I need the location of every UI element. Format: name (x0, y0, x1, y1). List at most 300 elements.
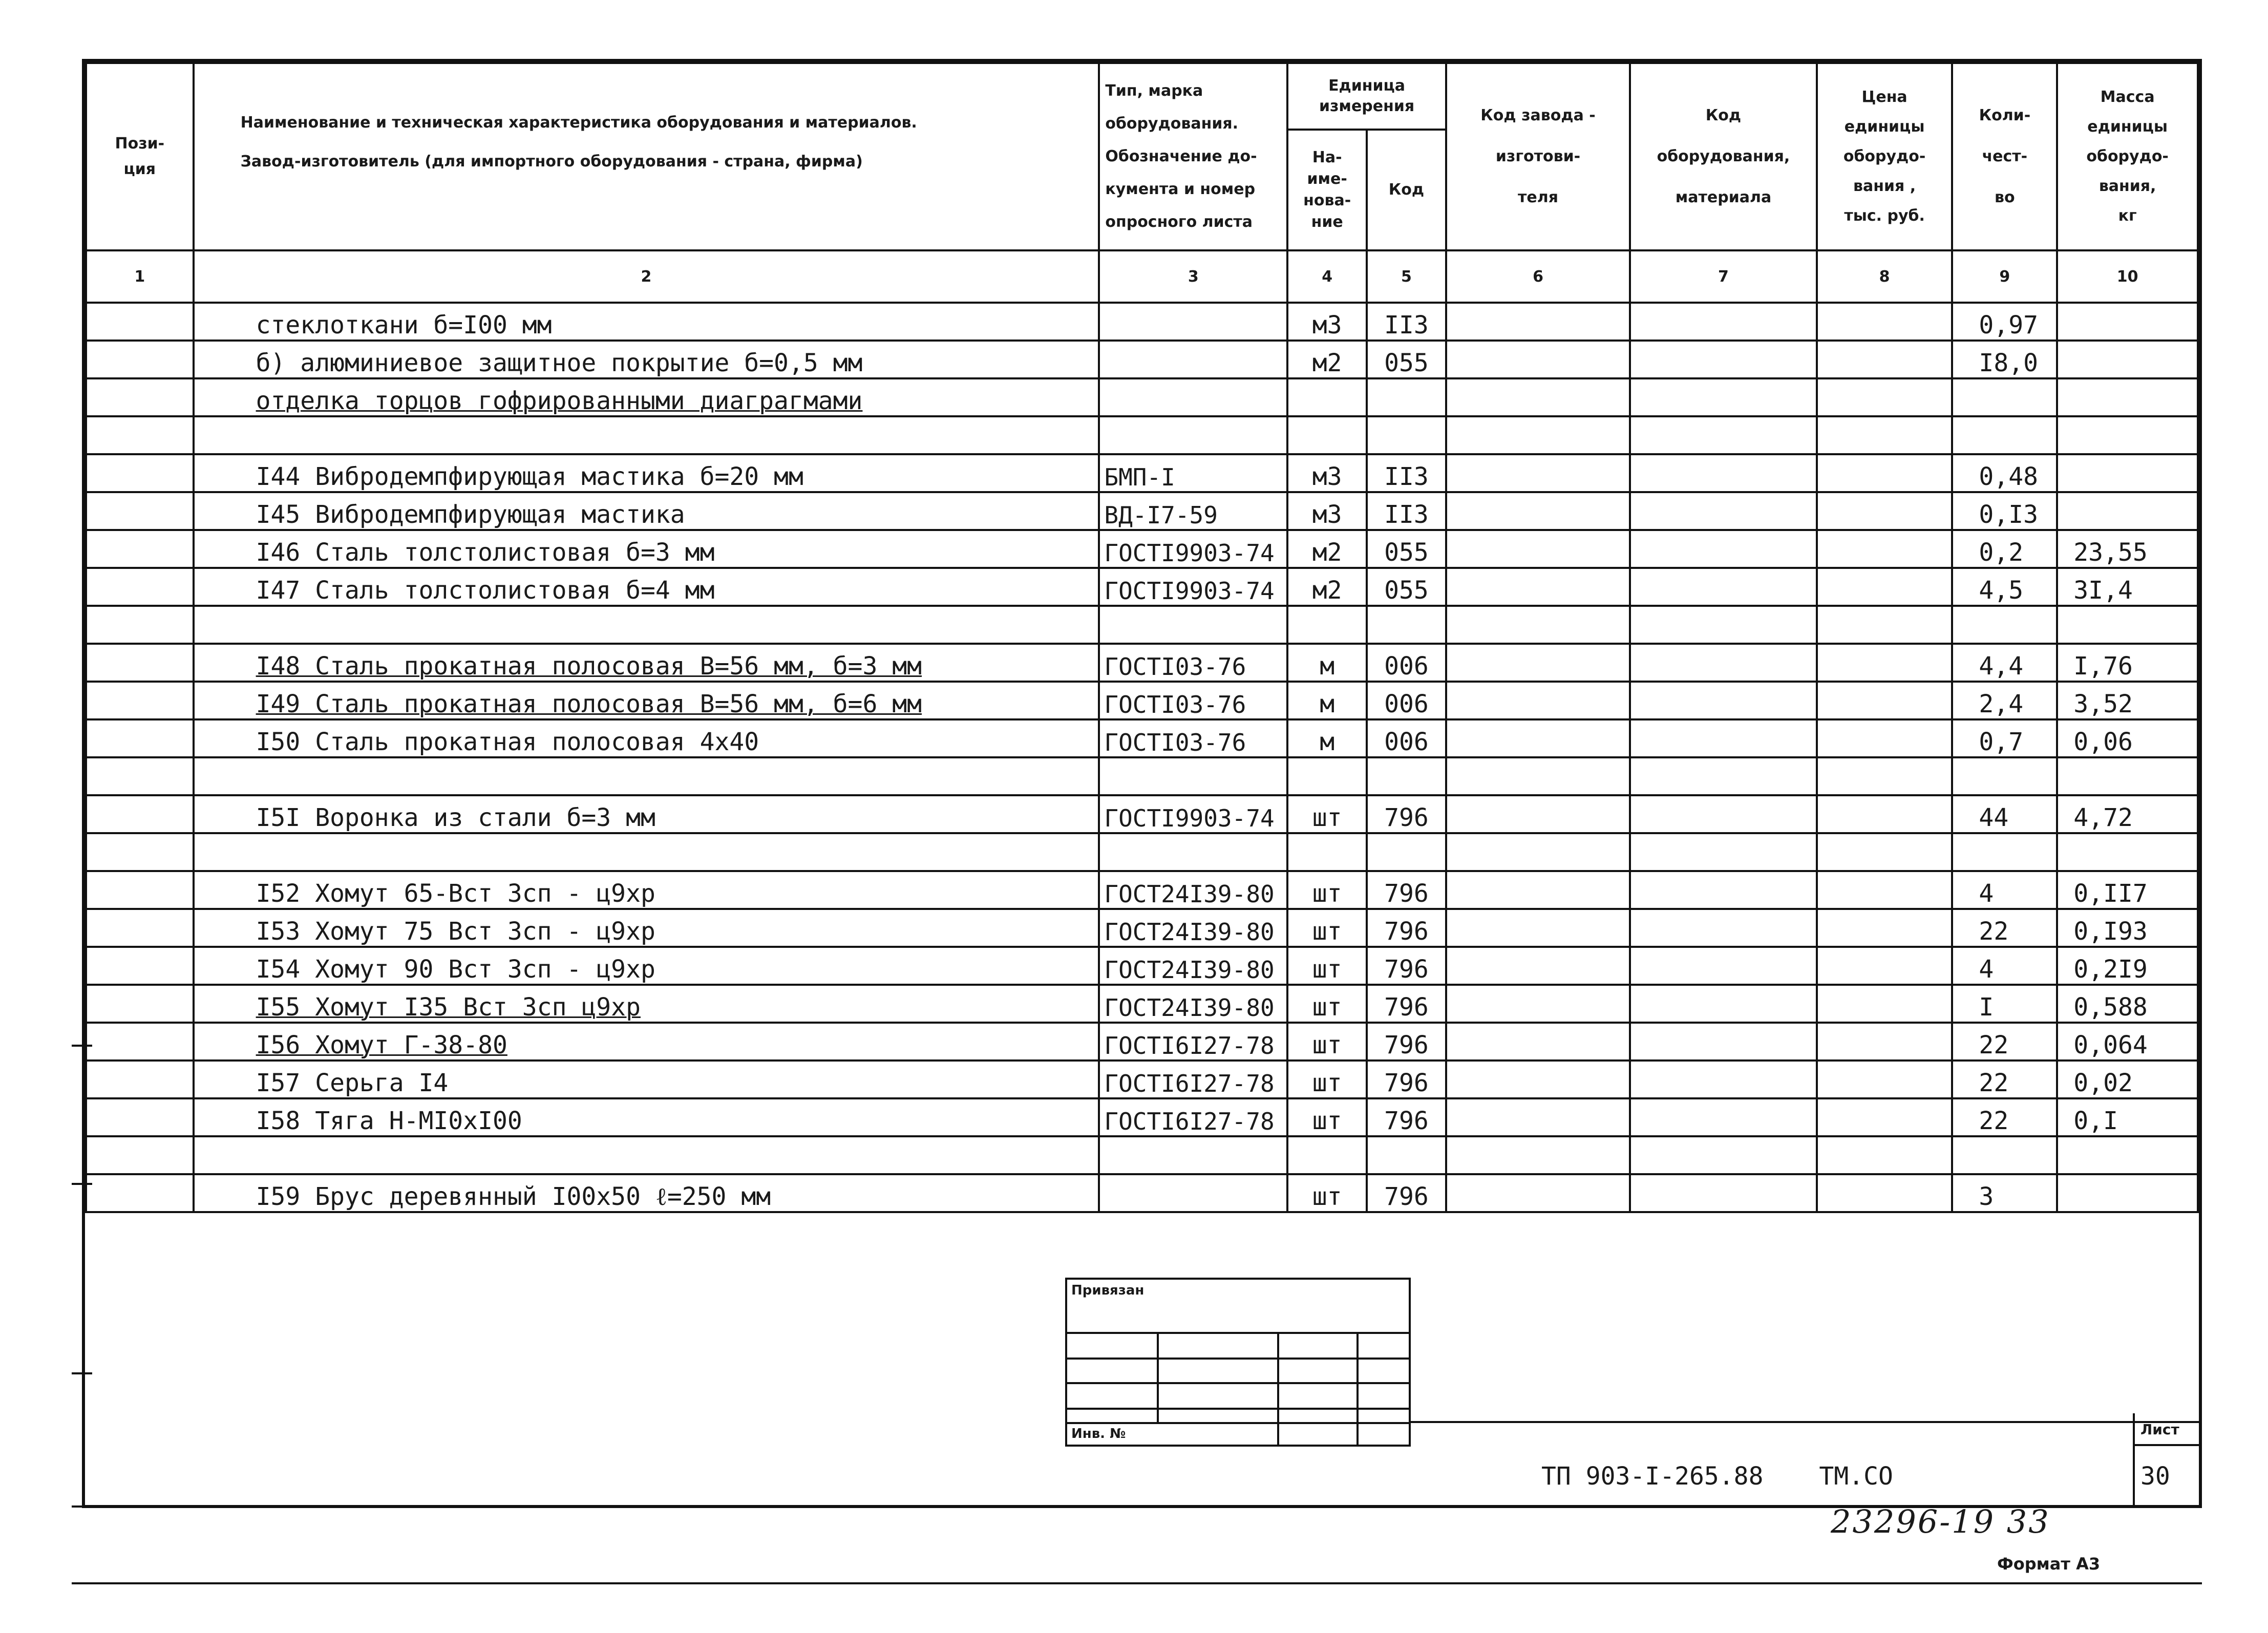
column-number-9: 9 (1952, 250, 2057, 303)
unit-code-cell: 796 (1367, 909, 1446, 947)
table-row (86, 303, 2198, 341)
unit-code-cell: 006 (1367, 719, 1446, 757)
type-cell: ГОСТI9903-74 (1099, 795, 1287, 833)
unit-code-cell (1367, 757, 1446, 795)
name-cell: I49 Сталь прокатная полосовая В=56 мм, б=6 мм (194, 682, 1099, 719)
position-cell (86, 454, 194, 492)
quantity-cell: 0,7 (1952, 719, 2057, 757)
unit-name-cell: м3 (1287, 454, 1367, 492)
position-cell (86, 1174, 194, 1212)
table-row (86, 644, 2198, 682)
unit-name-cell: м (1287, 682, 1367, 719)
type-cell: ГОСТ24I39-80 (1099, 871, 1287, 909)
position-cell (86, 1061, 194, 1098)
type-cell: ГОСТ24I39-80 (1099, 909, 1287, 947)
header-factory-code: Код завода - изготови- теля (1446, 63, 1630, 250)
factory-code-cell (1446, 871, 1630, 909)
table-row (86, 416, 2198, 454)
factory-code-cell (1446, 1098, 1630, 1136)
type-cell: ГОСТI9903-74 (1099, 568, 1287, 606)
factory-code-cell (1446, 568, 1630, 606)
position-cell (86, 682, 194, 719)
name-cell: I52 Хомут 65-Вст 3сп - ц9хр (194, 871, 1099, 909)
factory-code-cell (1446, 909, 1630, 947)
type-cell: ГОСТI03-76 (1099, 719, 1287, 757)
price-cell (1817, 454, 1953, 492)
factory-code-cell (1446, 757, 1630, 795)
mass-cell (2057, 341, 2198, 378)
name-cell: I56 Хомут Г-38-80 (194, 1023, 1099, 1061)
position-cell (86, 1136, 194, 1174)
unit-name-cell: шт (1287, 871, 1367, 909)
name-cell: I57 Серьга I4 (194, 1061, 1099, 1098)
unit-name-cell: м3 (1287, 492, 1367, 530)
table-row (86, 947, 2198, 985)
table-row (86, 909, 2198, 947)
mass-cell (2057, 492, 2198, 530)
mass-cell (2057, 303, 2198, 341)
mass-cell: 0,588 (2057, 985, 2198, 1023)
header-price: Цена единицы оборудо- вания , тыс. руб. (1817, 63, 1953, 250)
unit-name-cell: м2 (1287, 530, 1367, 568)
sheet-label: Лист (2140, 1421, 2179, 1438)
price-cell (1817, 606, 1953, 644)
column-number-6: 6 (1446, 250, 1630, 303)
quantity-cell (1952, 378, 2057, 416)
header-position: Пози- ция (86, 63, 194, 250)
name-cell (194, 833, 1099, 871)
unit-name-cell: шт (1287, 1061, 1367, 1098)
price-cell (1817, 416, 1953, 454)
type-cell: ГОСТI6I27-78 (1099, 1023, 1287, 1061)
position-cell (86, 719, 194, 757)
price-cell (1817, 1061, 1953, 1098)
unit-name-cell (1287, 378, 1367, 416)
unit-name-cell: шт (1287, 1023, 1367, 1061)
factory-code-cell (1446, 492, 1630, 530)
column-number-3: 3 (1099, 250, 1287, 303)
quantity-cell: 22 (1952, 1023, 2057, 1061)
price-cell (1817, 719, 1953, 757)
price-cell (1817, 871, 1953, 909)
header-name-line1: Наименование и техническая характеристика оборудования и материалов. (240, 114, 917, 132)
header-unit-name: На- име- нова- ние (1287, 130, 1367, 250)
position-cell (86, 530, 194, 568)
factory-code-cell (1446, 1023, 1630, 1061)
stamp-bound-label: Привязан (1071, 1283, 1144, 1298)
factory-code-cell (1446, 341, 1630, 378)
header-mass: Масса единицы оборудо- вания, кг (2057, 63, 2198, 250)
name-cell: I54 Хомут 90 Вст 3сп - ц9хр (194, 947, 1099, 985)
binding-stamp (1065, 1278, 1411, 1447)
mass-cell: 0,2I9 (2057, 947, 2198, 985)
table-row (86, 530, 2198, 568)
equipment-code-cell (1630, 454, 1817, 492)
type-cell (1099, 1136, 1287, 1174)
unit-code-cell: II3 (1367, 454, 1446, 492)
price-cell (1817, 644, 1953, 682)
mass-cell: 4,72 (2057, 795, 2198, 833)
quantity-cell: 4 (1952, 871, 2057, 909)
unit-name-cell: шт (1287, 1174, 1367, 1212)
equipment-code-cell (1630, 719, 1817, 757)
unit-code-cell: 006 (1367, 682, 1446, 719)
mass-cell (2057, 416, 2198, 454)
price-cell (1817, 757, 1953, 795)
table-row (86, 985, 2198, 1023)
mass-cell (2057, 378, 2198, 416)
header-type: Тип, марка оборудования. Обозначение до- кумента и номер опросного листа (1099, 63, 1287, 250)
unit-code-cell: 796 (1367, 871, 1446, 909)
equipment-code-cell (1630, 644, 1817, 682)
factory-code-cell (1446, 606, 1630, 644)
price-cell (1817, 1136, 1953, 1174)
factory-code-cell (1446, 1174, 1630, 1212)
price-cell (1817, 1023, 1953, 1061)
name-cell (194, 1136, 1099, 1174)
quantity-cell: 22 (1952, 1098, 2057, 1136)
mass-cell: 3,52 (2057, 682, 2198, 719)
factory-code-cell (1446, 454, 1630, 492)
equipment-code-cell (1630, 341, 1817, 378)
unit-name-cell: шт (1287, 909, 1367, 947)
unit-code-cell (1367, 416, 1446, 454)
unit-code-cell: 796 (1367, 1061, 1446, 1098)
page-bottom-rule (72, 1582, 2202, 1584)
table-row (86, 871, 2198, 909)
factory-code-cell (1446, 682, 1630, 719)
position-cell (86, 1023, 194, 1061)
factory-code-cell (1446, 378, 1630, 416)
factory-code-cell (1446, 1061, 1630, 1098)
unit-code-cell: 055 (1367, 568, 1446, 606)
type-cell (1099, 606, 1287, 644)
column-number-10: 10 (2057, 250, 2198, 303)
quantity-cell (1952, 1136, 2057, 1174)
quantity-cell: 22 (1952, 1061, 2057, 1098)
quantity-cell: 0,97 (1952, 303, 2057, 341)
factory-code-cell (1446, 833, 1630, 871)
table-row (86, 1098, 2198, 1136)
table-row (86, 833, 2198, 871)
position-cell (86, 985, 194, 1023)
unit-name-cell: м2 (1287, 568, 1367, 606)
price-cell (1817, 795, 1953, 833)
type-cell: ГОСТI03-76 (1099, 682, 1287, 719)
name-cell (194, 757, 1099, 795)
quantity-cell: 2,4 (1952, 682, 2057, 719)
column-number-8: 8 (1817, 250, 1953, 303)
factory-code-cell (1446, 985, 1630, 1023)
position-cell (86, 492, 194, 530)
type-cell: БМП-I (1099, 454, 1287, 492)
name-cell: I5I Воронка из стали б=3 мм (194, 795, 1099, 833)
specification-table (85, 62, 2199, 1213)
header-unit-code: Код (1367, 130, 1446, 250)
position-cell (86, 568, 194, 606)
column-number-5: 5 (1367, 250, 1446, 303)
factory-code-cell (1446, 416, 1630, 454)
equipment-code-cell (1630, 871, 1817, 909)
unit-code-cell: 796 (1367, 1098, 1446, 1136)
price-cell (1817, 1098, 1953, 1136)
type-cell: ВД-I7-59 (1099, 492, 1287, 530)
position-cell (86, 341, 194, 378)
equipment-code-cell (1630, 833, 1817, 871)
unit-code-cell (1367, 606, 1446, 644)
name-cell: I50 Сталь прокатная полосовая 4х40 (194, 719, 1099, 757)
table-row (86, 1174, 2198, 1212)
type-cell: ГОСТ24I39-80 (1099, 985, 1287, 1023)
mass-cell (2057, 606, 2198, 644)
mass-cell (2057, 1136, 2198, 1174)
quantity-cell (1952, 416, 2057, 454)
unit-code-cell: 796 (1367, 1023, 1446, 1061)
position-cell (86, 947, 194, 985)
unit-code-cell (1367, 833, 1446, 871)
unit-code-cell: II3 (1367, 303, 1446, 341)
unit-code-cell (1367, 378, 1446, 416)
position-cell (86, 757, 194, 795)
quantity-cell: 0,48 (1952, 454, 2057, 492)
type-cell: ГОСТI6I27-78 (1099, 1098, 1287, 1136)
table-row (86, 378, 2198, 416)
equipment-code-cell (1630, 378, 1817, 416)
table-row (86, 757, 2198, 795)
price-cell (1817, 985, 1953, 1023)
unit-code-cell: II3 (1367, 492, 1446, 530)
name-cell: стеклоткани б=I00 мм (194, 303, 1099, 341)
mass-cell (2057, 833, 2198, 871)
unit-name-cell: шт (1287, 985, 1367, 1023)
price-cell (1817, 682, 1953, 719)
document-code (1541, 1462, 1893, 1491)
quantity-cell: 0,I3 (1952, 492, 2057, 530)
factory-code-cell (1446, 644, 1630, 682)
equipment-code-cell (1630, 795, 1817, 833)
unit-name-cell (1287, 833, 1367, 871)
name-cell: I58 Тяга Н-МI0хI00 (194, 1098, 1099, 1136)
position-cell (86, 606, 194, 644)
unit-name-cell: м (1287, 644, 1367, 682)
type-cell: ГОСТI9903-74 (1099, 530, 1287, 568)
mass-cell: I,76 (2057, 644, 2198, 682)
position-cell (86, 833, 194, 871)
sheet-number: 30 (2140, 1462, 2170, 1491)
column-number-2: 2 (194, 250, 1099, 303)
name-cell: I46 Сталь толстолистовая б=3 мм (194, 530, 1099, 568)
name-cell: I59 Брус деревянный I00х50 ℓ=250 мм (194, 1174, 1099, 1212)
unit-name-cell (1287, 416, 1367, 454)
table-row (86, 682, 2198, 719)
mass-cell: 0,06 (2057, 719, 2198, 757)
unit-code-cell: 796 (1367, 947, 1446, 985)
equipment-code-cell (1630, 1023, 1817, 1061)
table-row (86, 1136, 2198, 1174)
unit-code-cell (1367, 1136, 1446, 1174)
mass-cell: 0,I93 (2057, 909, 2198, 947)
name-cell: б) алюминиевое защитное покрытие б=0,5 мм (194, 341, 1099, 378)
name-cell: I45 Вибродемпфирующая мастика (194, 492, 1099, 530)
equipment-code-cell (1630, 1174, 1817, 1212)
equipment-code-cell (1630, 416, 1817, 454)
column-number-7: 7 (1630, 250, 1817, 303)
table-row (86, 341, 2198, 378)
type-cell: ГОСТI6I27-78 (1099, 1061, 1287, 1098)
column-number-1: 1 (86, 250, 194, 303)
document-code-suffix: ТМ.СО (1819, 1462, 1893, 1491)
unit-name-cell: м3 (1287, 303, 1367, 341)
equipment-code-cell (1630, 682, 1817, 719)
quantity-cell: I (1952, 985, 2057, 1023)
header-unit: Единица измерения (1287, 63, 1446, 130)
quantity-cell: 3 (1952, 1174, 2057, 1212)
factory-code-cell (1446, 1136, 1630, 1174)
mass-cell: 0,II7 (2057, 871, 2198, 909)
quantity-cell (1952, 606, 2057, 644)
price-cell (1817, 341, 1953, 378)
type-cell (1099, 1174, 1287, 1212)
position-cell (86, 909, 194, 947)
quantity-cell: 4,4 (1952, 644, 2057, 682)
equipment-code-cell (1630, 606, 1817, 644)
price-cell (1817, 1174, 1953, 1212)
unit-code-cell: 006 (1367, 644, 1446, 682)
quantity-cell: I8,0 (1952, 341, 2057, 378)
table-row (86, 1023, 2198, 1061)
position-cell (86, 871, 194, 909)
factory-code-cell (1446, 303, 1630, 341)
equipment-code-cell (1630, 492, 1817, 530)
type-cell (1099, 303, 1287, 341)
price-cell (1817, 530, 1953, 568)
position-cell (86, 416, 194, 454)
equipment-code-cell (1630, 985, 1817, 1023)
type-cell (1099, 416, 1287, 454)
name-cell: I55 Хомут I35 Вст 3сп ц9хр (194, 985, 1099, 1023)
mass-cell: 0,I (2057, 1098, 2198, 1136)
type-cell: ГОСТ24I39-80 (1099, 947, 1287, 985)
price-cell (1817, 909, 1953, 947)
type-cell (1099, 341, 1287, 378)
factory-code-cell (1446, 719, 1630, 757)
position-cell (86, 795, 194, 833)
mass-cell (2057, 454, 2198, 492)
unit-code-cell: 796 (1367, 795, 1446, 833)
type-cell (1099, 757, 1287, 795)
name-cell: I47 Сталь толстолистовая б=4 мм (194, 568, 1099, 606)
name-cell: I48 Сталь прокатная полосовая В=56 мм, б=3 мм (194, 644, 1099, 682)
mass-cell (2057, 1174, 2198, 1212)
document-code-main: ТП 903-I-265.88 (1541, 1462, 1764, 1491)
header-quantity: Коли- чест- во (1952, 63, 2057, 250)
factory-code-cell (1446, 795, 1630, 833)
price-cell (1817, 378, 1953, 416)
price-cell (1817, 833, 1953, 871)
table-row (86, 719, 2198, 757)
type-cell: ГОСТI03-76 (1099, 644, 1287, 682)
table-row (86, 606, 2198, 644)
equipment-code-cell (1630, 530, 1817, 568)
position-cell (86, 1098, 194, 1136)
mass-cell: 0,064 (2057, 1023, 2198, 1061)
quantity-cell (1952, 757, 2057, 795)
equipment-code-cell (1630, 1098, 1817, 1136)
name-cell: I44 Вибродемпфирующая мастика б=20 мм (194, 454, 1099, 492)
type-cell (1099, 378, 1287, 416)
quantity-cell: 4,5 (1952, 568, 2057, 606)
position-cell (86, 378, 194, 416)
mass-cell: 3I,4 (2057, 568, 2198, 606)
quantity-cell: 4 (1952, 947, 2057, 985)
unit-name-cell: м (1287, 719, 1367, 757)
price-cell (1817, 947, 1953, 985)
equipment-code-cell (1630, 303, 1817, 341)
type-cell (1099, 833, 1287, 871)
mass-cell: 23,55 (2057, 530, 2198, 568)
unit-code-cell: 796 (1367, 985, 1446, 1023)
position-cell (86, 644, 194, 682)
factory-code-cell (1446, 947, 1630, 985)
equipment-code-cell (1630, 909, 1817, 947)
quantity-cell (1952, 833, 2057, 871)
quantity-cell: 0,2 (1952, 530, 2057, 568)
table-row (86, 454, 2198, 492)
unit-code-cell: 055 (1367, 530, 1446, 568)
position-cell (86, 303, 194, 341)
unit-name-cell: шт (1287, 795, 1367, 833)
table-row (86, 492, 2198, 530)
equipment-code-cell (1630, 947, 1817, 985)
unit-name-cell: шт (1287, 947, 1367, 985)
header-equipment-code: Код оборудования, материала (1630, 63, 1817, 250)
unit-name-cell (1287, 757, 1367, 795)
equipment-code-cell (1630, 1061, 1817, 1098)
price-cell (1817, 568, 1953, 606)
table-row (86, 795, 2198, 833)
factory-code-cell (1446, 530, 1630, 568)
table-body (86, 303, 2198, 1212)
mass-cell (2057, 757, 2198, 795)
column-number-4: 4 (1287, 250, 1367, 303)
unit-name-cell (1287, 1136, 1367, 1174)
table-row (86, 568, 2198, 606)
handwritten-number: 23296-19 33 (1831, 1503, 2050, 1540)
format-label: Формат А3 (1997, 1554, 2101, 1574)
equipment-code-cell (1630, 757, 1817, 795)
equipment-code-cell (1630, 568, 1817, 606)
quantity-cell: 44 (1952, 795, 2057, 833)
name-cell (194, 416, 1099, 454)
unit-name-cell: м2 (1287, 341, 1367, 378)
name-cell (194, 606, 1099, 644)
name-cell: I53 Хомут 75 Вст 3сп - ц9хр (194, 909, 1099, 947)
mass-cell: 0,02 (2057, 1061, 2198, 1098)
stamp-inventory-label: Инв. № (1071, 1426, 1126, 1441)
price-cell (1817, 303, 1953, 341)
unit-code-cell: 796 (1367, 1174, 1446, 1212)
name-cell: отделка торцов гофрированными диаграгмами (194, 378, 1099, 416)
quantity-cell: 22 (1952, 909, 2057, 947)
unit-name-cell (1287, 606, 1367, 644)
unit-name-cell: шт (1287, 1098, 1367, 1136)
price-cell (1817, 492, 1953, 530)
header-name (194, 63, 1099, 250)
unit-code-cell: 055 (1367, 341, 1446, 378)
header-name-line2: Завод-изготовитель (для импортного оборудования - страна, фирма) (240, 153, 863, 171)
table-row (86, 1061, 2198, 1098)
equipment-code-cell (1630, 1136, 1817, 1174)
